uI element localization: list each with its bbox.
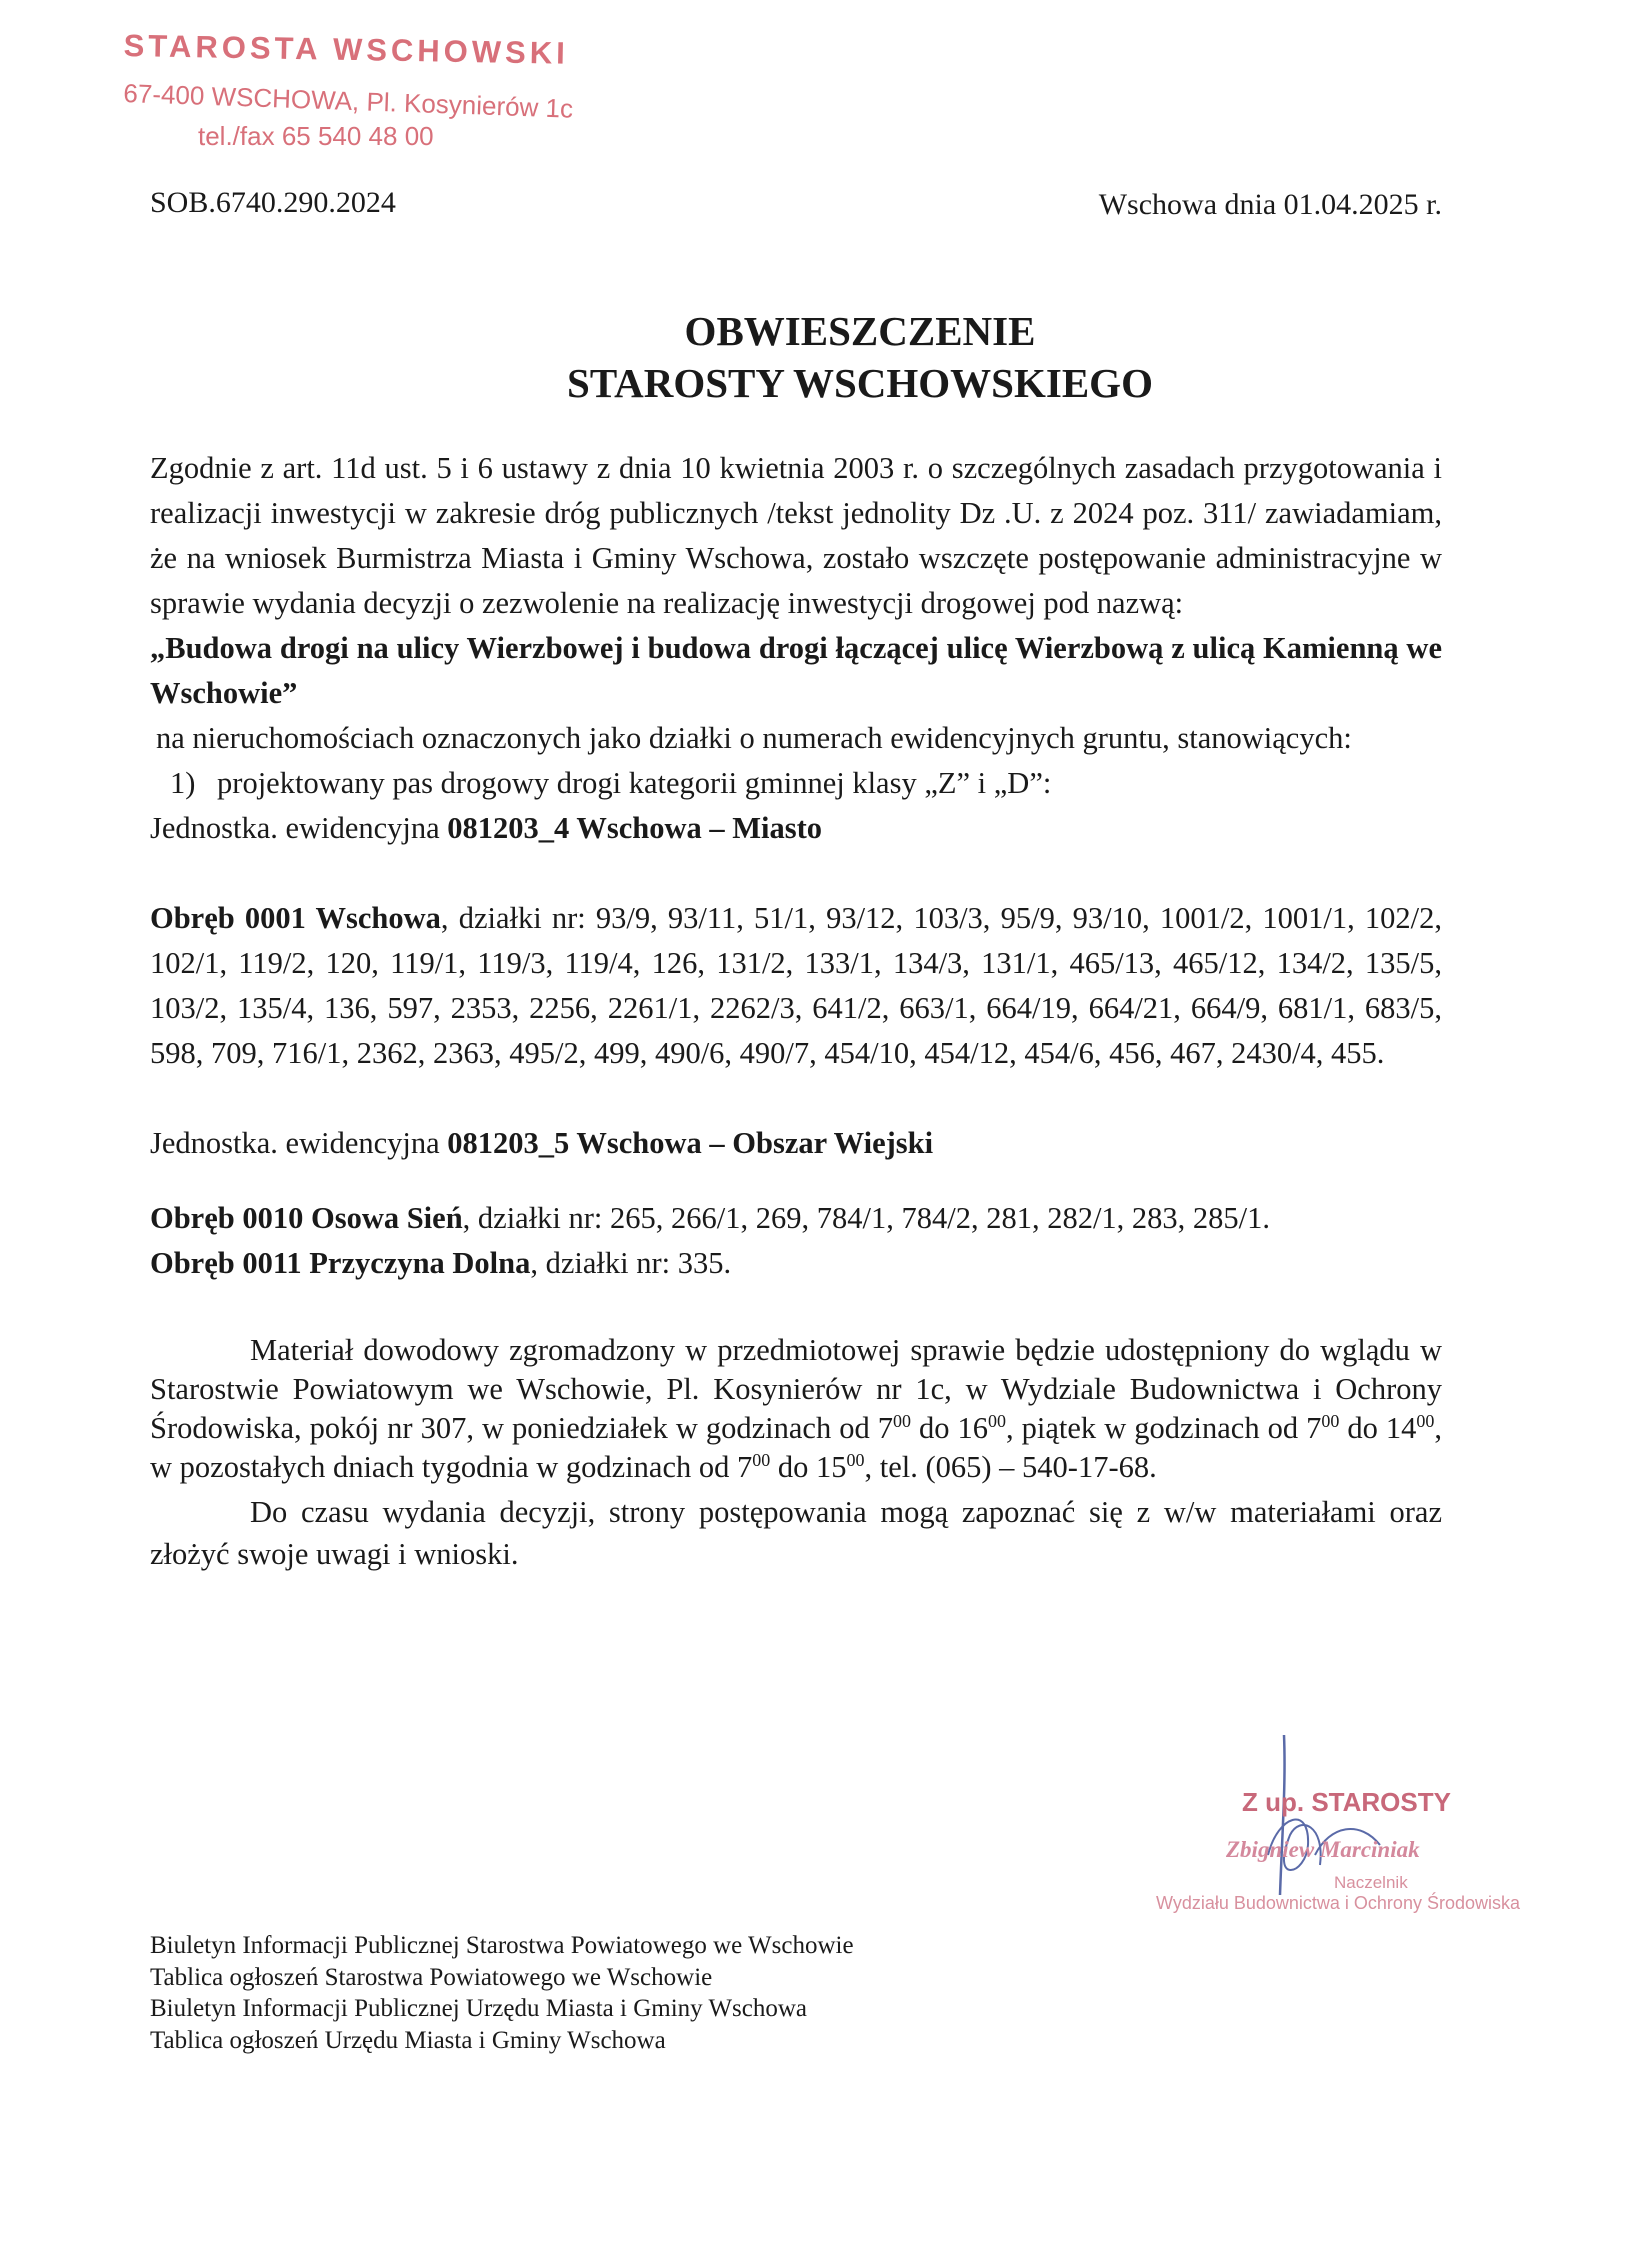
list-item-text: projektowany pas drogowy drogi kategorii gminnej klasy „Z” i „D”: [217, 766, 1052, 800]
unit-label: Jednostka. ewidencyjna [150, 811, 448, 845]
unit-name: 081203_5 Wschowa – Obszar Wiejski [447, 1126, 934, 1160]
stamp-address: 67-400 WSCHOWA, Pl. Kosynierów 1c [122, 78, 574, 124]
stamp-title: STAROSTA WSCHOWSKI [123, 28, 570, 71]
precinct-name: Obręb 0001 Wschowa [150, 901, 441, 935]
unit-2-parcels-b [150, 1241, 1442, 1286]
document-date: Wschowa dnia 01.04.2025 r. [1098, 188, 1442, 221]
reference-number: SOB.6740.290.2024 [150, 186, 396, 219]
unit-2-parcels-a [150, 1196, 1442, 1241]
closing-paragraph: Do czasu wydania decyzji, strony postępowania mogą zapoznać się z w/w materiałami oraz złożyć swoje uwagi i wnioski. [150, 1495, 1442, 1571]
unit-1-heading [150, 806, 1442, 851]
distribution-list [150, 1930, 854, 2056]
signature-name: Zbigniew Marciniak [1226, 1837, 1420, 1862]
material-paragraph: Materiał dowodowy zgromadzony w przedmiotowej sprawie będzie udostępniony do wglądu w Starostwie Powiatowym we Wschowie, Pl. Kosynierów nr 1c, w Wydziale Budownictwa i Ochrony Środowiska, pokój nr 307, w poniedziałek w godzinach od $7^{00}$ do $16^{00}$, piątek w godzinach od $7^{00}$ do $14^{00}$, w pozostałych dniach tygodnia w godzinach od $7^{00}$ do $15^{00}$, tel. (065) – 540-17-68. [150, 1333, 1442, 1484]
list-item: Tablica ogłoszeń Urzędu Miasta i Gminy Wschowa [150, 2026, 666, 2054]
investment-name: „Budowa drogi na ulicy Wierzbowej i budowa drogi łączącej ulicę Wierzbową z ulicą Kamienną we Wschowie” [150, 631, 1442, 710]
title-line-1: OBWIESZCZENIE [684, 308, 1036, 354]
signature-role: Naczelnik [1334, 1873, 1408, 1892]
office-stamp [124, 28, 574, 152]
parcel-list: , działki nr: 93/9, 93/11, 51/1, 93/12, 103/3, 95/9, 93/10, 1001/2, 1001/1, 102/2, 102/1, 119/2, 120, 119/1, 119/3, 119/4, 126, 131/2, 133/1, 134/3, 131/1, 465/13, 465/12, 134/2, 135/5, 103/2, 135/4, 136, 597, 2353, 2256, 2261/1, 2262/3, 641/2, 663/1, 664/19, 664/21, 664/9, 681/1, 683/5, 598, 709, 716/1, 2362, 2363, 495/2, 499, 490/6, 490/7, 454/10, 454/12, 454/6, 456, 467, 2430/4, 455. [150, 901, 1442, 1070]
precinct-name: Obręb 0011 Przyczyna Dolna [150, 1246, 531, 1280]
signature-block [1150, 1725, 1540, 1955]
signature-on-behalf: Z up. STAROSTY [1242, 1787, 1451, 1817]
document-body [150, 446, 1442, 1575]
unit-label: Jednostka. ewidencyjna [150, 1126, 448, 1160]
precinct-name: Obręb 0010 Osowa Sień [150, 1201, 463, 1235]
stamp-phone: tel./fax 65 540 48 00 [198, 121, 434, 151]
parcel-list: , działki nr: 335. [530, 1246, 732, 1280]
unit-2-heading [150, 1121, 1442, 1166]
signature-department: Wydziału Budownictwa i Ochrony Środowiska [1156, 1893, 1520, 1913]
parcels-intro: na nieruchomościach oznaczonych jako działki o numerach ewidencyjnych gruntu, stanowiących: [156, 721, 1352, 755]
list-item: Biuletyn Informacji Publicznej Starostwa Powiatowego we Wschowie [150, 1932, 854, 1959]
unit-1-parcels [150, 896, 1442, 1076]
list-item [150, 761, 1442, 806]
document-title [0, 305, 1646, 409]
list-item: Biuletyn Informacji Publicznej Urzędu Miasta i Gminy Wschowa [150, 1995, 808, 2022]
list-item-number: 1) [170, 766, 196, 800]
unit-name: 081203_4 Wschowa – Miasto [447, 811, 823, 845]
parcel-list: , działki nr: 265, 266/1, 269, 784/1, 784/2, 281, 282/1, 283, 285/1. [462, 1201, 1271, 1235]
title-line-2: STAROSTY WSCHOWSKIEGO [567, 360, 1153, 406]
intro-paragraph: Zgodnie z art. 11d ust. 5 i 6 ustawy z dnia 10 kwietnia 2003 r. o szczególnych zasadach przygotowania i realizacji inwestycji w zakresie dróg publicznych /tekst jednolity Dz .U. z 2024 poz. 311/ zawiadamiam, że na wniosek Burmistrza Miasta i Gminy Wschowa, zostało wszczęte postępowanie administracyjne w sprawie wydania decyzji o zezwolenie na realizację inwestycji drogowej pod nazwą: [150, 451, 1442, 620]
list-item: Tablica ogłoszeń Starostwa Powiatowego we Wschowie [150, 1963, 713, 1991]
